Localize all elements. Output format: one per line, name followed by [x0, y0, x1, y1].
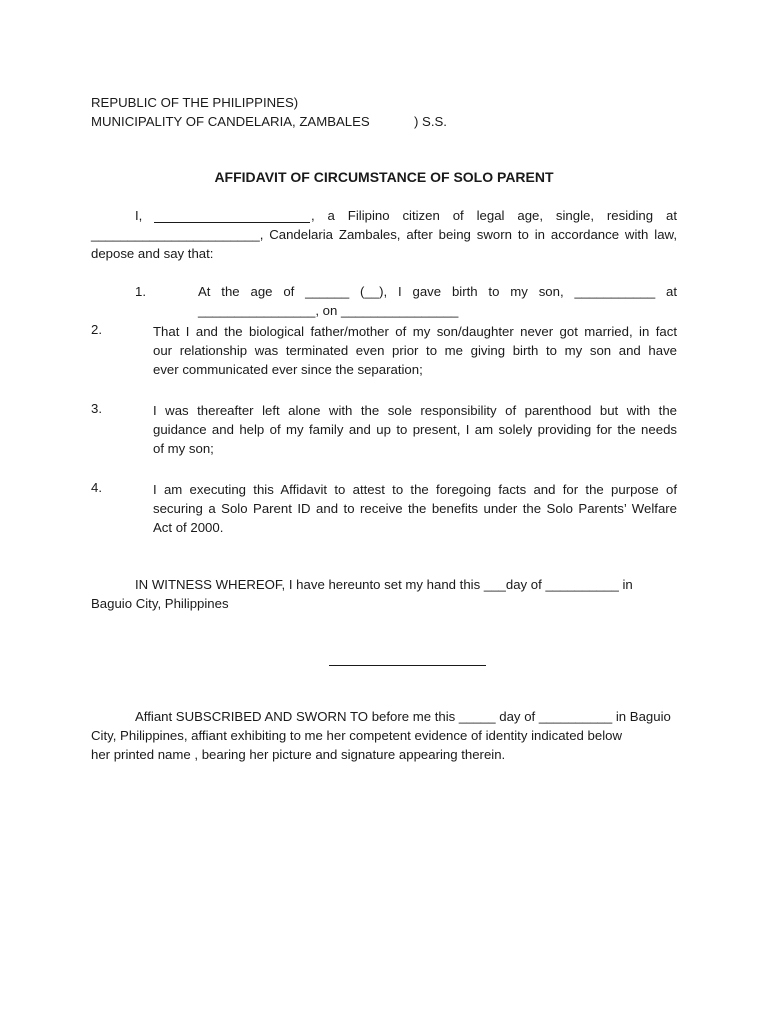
intro-pronoun: I, — [135, 208, 143, 223]
intro-line2: _______________________, Candelaria Zambales, after being sworn to in accordance with law, — [91, 227, 677, 242]
item-line: ever communicated ever since the separation; — [153, 362, 423, 378]
header-municipality: MUNICIPALITY OF CANDELARIA, ZAMBALES — [91, 114, 370, 129]
name-blank — [154, 210, 310, 223]
item-line: guidance and help of my family and up to present, I am solely providing for the needs — [153, 422, 677, 438]
header-ss: ) S.S. — [414, 114, 447, 129]
item-line: I was thereafter left alone with the sole responsibility of parenthood but with the — [153, 403, 677, 418]
item-line: Act of 2000. — [153, 520, 224, 536]
signature-line — [329, 665, 486, 666]
item-line: securing a Solo Parent ID and to receive the benefits under the Solo Parents’ Welfare — [153, 501, 677, 517]
jurat-line-3: her printed name , bearing her picture and signature appearing therein. — [91, 747, 506, 762]
jurat-line-2: City, Philippines, affiant exhibiting to me her competent evidence of identity indicated below — [91, 728, 622, 743]
item-number: 1. — [135, 284, 146, 299]
witness-line-1: IN WITNESS WHEREOF, I have hereunto set my hand this ___day of __________ in — [135, 577, 633, 592]
item-2-text — [153, 322, 677, 380]
item-number: 3. — [91, 401, 102, 416]
intro-line3: depose and say that: — [91, 246, 214, 261]
item-line: That I and the biological father/mother of my son/daughter never got married, in fact — [153, 324, 677, 339]
item-1-line-2: ________________, on ________________ — [198, 303, 459, 318]
document-title: AFFIDAVIT OF CIRCUMSTANCE OF SOLO PARENT — [214, 169, 554, 185]
jurat-line-1: Affiant SUBSCRIBED AND SWORN TO before me this _____ day of __________ in Baguio — [135, 709, 671, 724]
intro-line1-rest: , a Filipino citizen of legal age, single, residing at — [311, 208, 677, 223]
header-republic: REPUBLIC OF THE PHILIPPINES) — [91, 95, 299, 110]
item-line: I am executing this Affidavit to attest to the foregoing facts and for the purpose of — [153, 482, 677, 497]
item-line: our relationship was terminated even prior to me giving birth to my son and have — [153, 343, 677, 359]
witness-line-2: Baguio City, Philippines — [91, 596, 229, 611]
item-4-text — [153, 480, 677, 538]
item-3-text — [153, 401, 677, 459]
item-1-line-1: At the age of ______ (__), I gave birth to my son, ___________ at — [198, 284, 677, 299]
item-line: of my son; — [153, 441, 214, 457]
item-number: 4. — [91, 480, 102, 495]
item-number: 2. — [91, 322, 102, 337]
